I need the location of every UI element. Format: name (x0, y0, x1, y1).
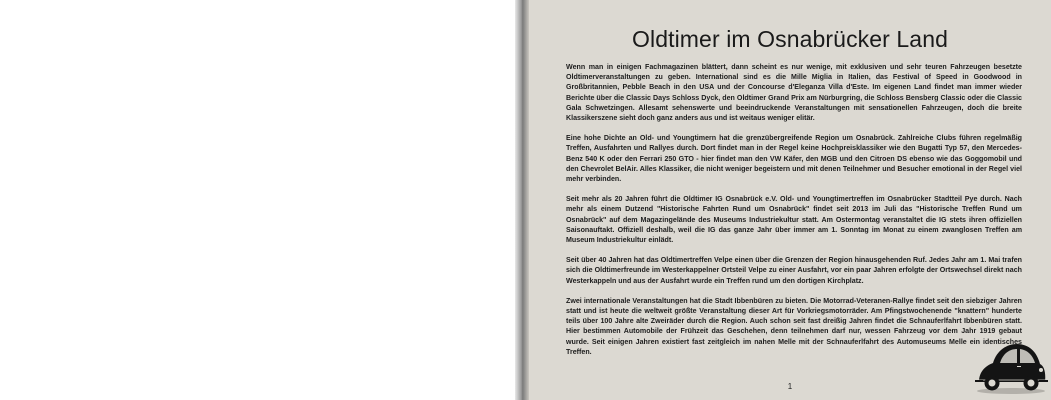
right-page (529, 0, 1051, 400)
paragraph-4: Seit über 40 Jahren hat das Oldtimertreffen Velpe einen über die Grenzen der Region hinausgehenden Ruf. Jedes Jahr am 1. Mai trafen sich die Oldtimerfreunde im Westerkappelner Ortsteil Velpe zu einer Ausfahrt, vor ein paar Jahren erfolgte der Ortswechsel direkt nach Westerkappeln und aus der Ausfahrt wurde ein Treffen rund um den dortigen Kirchplatz. (566, 256, 1022, 285)
paragraph-1: Wenn man in einigen Fachmagazinen blättert, dann scheint es nur wenige, mit exklusiven und sehr teuren Fahrzeugen besetzte Oldtimerveranstaltungen zu geben. International sind es die Mille Miglia in Italien, das Festival of Speed in Goodwood in Großbritannien, Pebble Beach in den USA und der Concourse d'Eleganza Villa d'Este. Im eigenen Land findet man immer wieder Berichte über die Classic Days Schloss Dyck, den Oldtimer Grand Prix am Nürburgring, die Schloss Bensberg Classic oder die Classic Gala Schwetzingen. Allesamt sehenswerte und beeindruckende Veranstaltungen mit sensationellen Fahrzeugen, doch die breite Klassikerszene sieht doch ganz anders aus und ist weitaus weniger elitär. (566, 63, 1022, 123)
book-gutter (515, 0, 529, 400)
vw-beetle-icon (973, 336, 1049, 396)
paragraph-2: Eine hohe Dichte an Old- und Youngtimern hat die grenzübergreifende Region um Osnabrück. Zahlreiche Clubs führen regelmäßig Treffen, Ausfahrten und Rallyes durch. Dort findet man in der Regel keine Hochpreisklassiker wie den Bugatti Typ 57, den Mercedes-Benz 540 K oder den Ferrari 250 GTO - hier findet man den VW Käfer, den MGB und den Citroen DS ebenso wie das Goggomobil und den Chevrolet BelAir. Alles Klassiker, die nicht weniger begeistern und mit denen Teilnehmer und Besucher emotional in der Regel viel mehr verbinden. (566, 134, 1022, 184)
paragraph-5: Zwei internationale Veranstaltungen hat die Stadt Ibbenbüren zu bieten. Die Motorrad-Veteranen-Rallye findet seit den siebziger Jahren statt und ist heute die weltweit größte Veranstaltung dieser Art für Vorkriegsmotorräder. Am Pfingstwochenende "knattern" hunderte teils über 100 Jahre alte Zweiräder durch die Region. Auch schon seit fast dreißig Jahren findet die Schnauferlfahrt Ibbenbüren statt. Hier bestimmen Automobile der Frühzeit das Geschehen, denn teilnehmen darf nur, wessen Fahrzeug vor dem Jahr 1919 gebaut wurde. Seit einigen Jahren existiert fast zeitgleich im nahen Melle mit der Schnauferlfahrt des Automuseums Melle ein identisches Treffen. (566, 296, 1022, 356)
page-number: 1 (787, 382, 793, 391)
left-blank-page (0, 0, 515, 400)
paragraph-3: Seit mehr als 20 Jahren führt die Oldtimer IG Osnabrück e.V. Old- und Youngtimertreffen im Osnabrücker Stadtteil Pye durch. Nach mehr als einem Dutzend "Historische Fahrten Rund um Osnabrück" findet seit 2013 im Juli das "Historische Treffen Rund um Osnabrück" auf dem Magazingelände des Museums Industriekultur statt. Am Ostermontag veranstaltet die IG stets ihren offiziellen Saisonauftakt. Offiziell deshalb, weil die IG das ganze Jahr über immer am 1. Sonntag im Monat zu einem zwanglosen Treffen am Museum Industriekultur einlädt. (566, 195, 1022, 245)
page-title: Oldtimer im Osnabrücker Land (632, 26, 948, 52)
article-body (566, 62, 1022, 367)
